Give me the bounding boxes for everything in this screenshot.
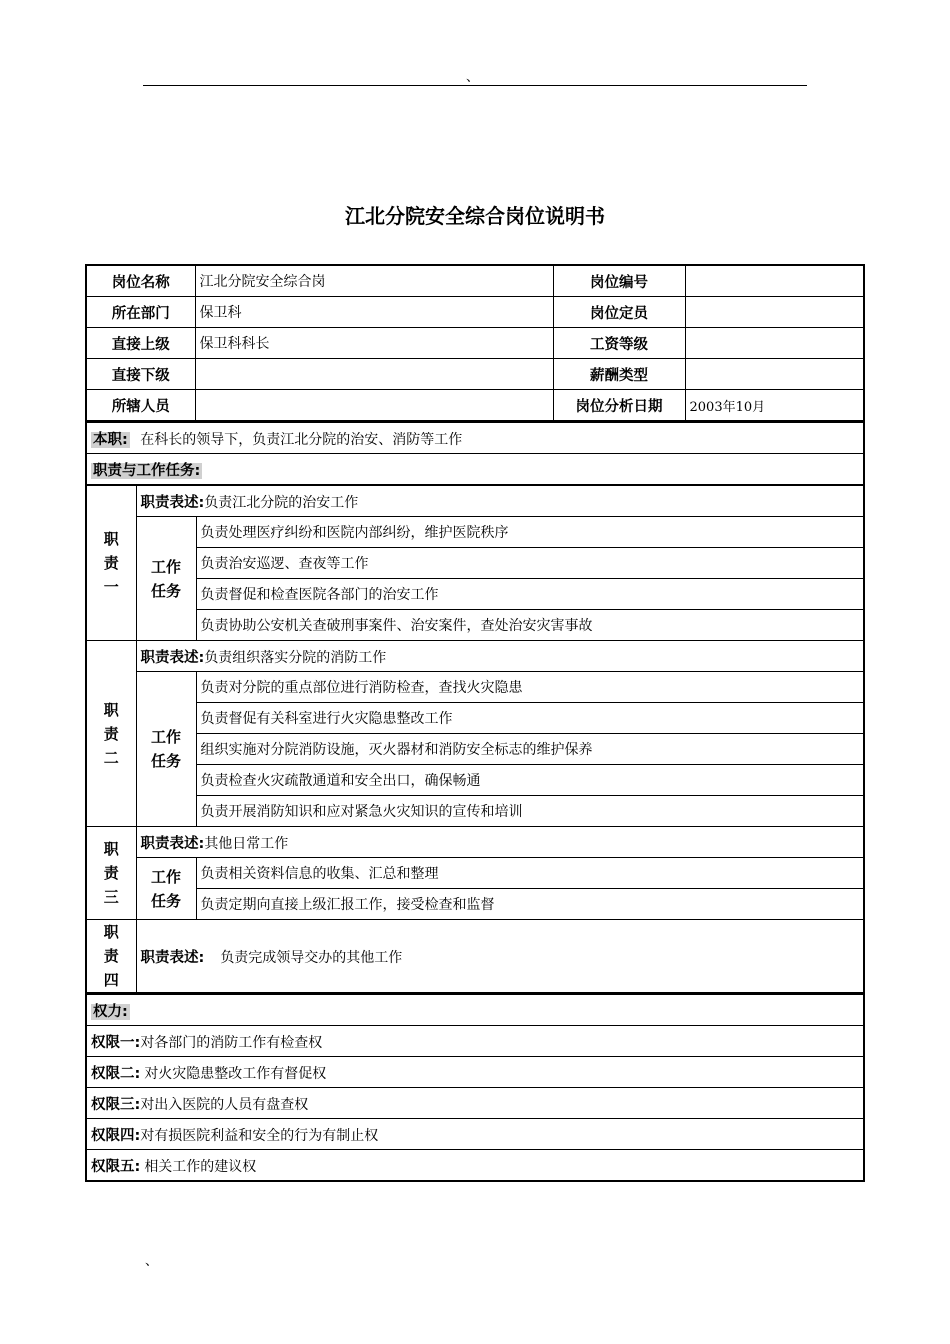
task-item: 负责定期向直接上级汇报工作，接受检查和监督 bbox=[196, 889, 863, 920]
main-duty-label: 本职: bbox=[93, 431, 128, 448]
label-headcount: 岗位定员 bbox=[553, 297, 685, 328]
task-item: 负责对分院的重点部位进行消防检查，查找火灾隐患 bbox=[196, 672, 863, 703]
label-department: 所在部门 bbox=[87, 297, 195, 328]
footer-mark: 、 bbox=[145, 1254, 159, 1269]
label-direct-superior: 直接上级 bbox=[87, 328, 195, 359]
header-mark: 、 bbox=[466, 70, 480, 85]
label-position-code: 岗位编号 bbox=[553, 266, 685, 297]
authority-heading-row bbox=[87, 994, 863, 1026]
authority-label: 权限二: bbox=[91, 1065, 141, 1082]
info-row bbox=[87, 297, 863, 328]
authority-text: 对出入医院的人员有盘查权 bbox=[140, 1096, 309, 1113]
duty-4-statement-row bbox=[87, 920, 863, 993]
value-direct-subordinate bbox=[195, 359, 553, 390]
statement-label: 职责表述: bbox=[140, 494, 205, 511]
value-position-name: 江北分院安全综合岗 bbox=[195, 266, 553, 297]
duty-2-task-label: 工作 任务 bbox=[136, 672, 196, 827]
statement-text: 其他日常工作 bbox=[204, 835, 289, 852]
authority-item bbox=[87, 1057, 863, 1088]
authority-text: 对各部门的消防工作有检查权 bbox=[140, 1034, 323, 1051]
authority-text: 对火灾隐患整改工作有督促权 bbox=[144, 1065, 327, 1082]
value-department: 保卫科 bbox=[195, 297, 553, 328]
duty-4-statement bbox=[136, 920, 863, 993]
duty-1-label: 职 责 一 bbox=[87, 486, 136, 641]
duties-table bbox=[87, 485, 863, 993]
authority-item bbox=[87, 1119, 863, 1150]
duty-4-label: 职 责 四 bbox=[87, 920, 136, 993]
task-item: 负责相关资料信息的收集、汇总和整理 bbox=[196, 858, 863, 889]
duty-3-task-label: 工作 任务 bbox=[136, 858, 196, 920]
label-analysis-date: 岗位分析日期 bbox=[553, 390, 685, 421]
duty-2-statement-row bbox=[87, 641, 863, 672]
value-direct-superior: 保卫科科长 bbox=[195, 328, 553, 359]
authority-item bbox=[87, 1026, 863, 1057]
header-rule bbox=[143, 85, 807, 86]
task-item: 负责督促和检查医院各部门的治安工作 bbox=[196, 579, 863, 610]
authority-label: 权限四: bbox=[91, 1127, 141, 1144]
label-pay-type: 薪酬类型 bbox=[553, 359, 685, 390]
value-headcount bbox=[685, 297, 863, 328]
info-row bbox=[87, 266, 863, 297]
main-duty-row bbox=[87, 422, 863, 454]
authority-heading: 权力: bbox=[93, 1003, 128, 1020]
info-row bbox=[87, 359, 863, 390]
info-row bbox=[87, 328, 863, 359]
statement-label: 职责表述: bbox=[140, 949, 205, 966]
authority-item bbox=[87, 1150, 863, 1181]
task-item: 负责协助公安机关查破刑事案件、治安案件，查处治安灾害事故 bbox=[196, 610, 863, 641]
authority-label: 权限三: bbox=[91, 1096, 141, 1113]
task-item: 负责处理医疗纠纷和医院内部纠纷，维护医院秩序 bbox=[196, 517, 863, 548]
authority-label: 权限一: bbox=[91, 1034, 141, 1051]
label-direct-subordinate: 直接下级 bbox=[87, 359, 195, 390]
statement-text: 负责完成领导交办的其他工作 bbox=[220, 949, 403, 966]
job-description-form bbox=[85, 264, 865, 1182]
task-item: 负责治安巡逻、查夜等工作 bbox=[196, 548, 863, 579]
task-item: 组织实施对分院消防设施，灭火器材和消防安全标志的维护保养 bbox=[196, 734, 863, 765]
task-item: 负责开展消防知识和应对紧急火灾知识的宣传和培训 bbox=[196, 796, 863, 827]
statement-label: 职责表述: bbox=[140, 835, 205, 852]
duty-2-statement bbox=[136, 641, 863, 672]
document-title: 江北分院安全综合岗位说明书 bbox=[345, 204, 605, 228]
duty-1-task-label: 工作 任务 bbox=[136, 517, 196, 641]
statement-label: 职责表述: bbox=[140, 649, 205, 666]
value-salary-grade bbox=[685, 328, 863, 359]
duty-2-label: 职 责 二 bbox=[87, 641, 136, 827]
duty-3-label: 职 责 三 bbox=[87, 827, 136, 920]
main-duty-table bbox=[87, 421, 863, 485]
authority-text: 对有损医院利益和安全的行为有制止权 bbox=[140, 1127, 379, 1144]
duty-3-statement-row bbox=[87, 827, 863, 858]
label-position-name: 岗位名称 bbox=[87, 266, 195, 297]
authority-label: 权限五: bbox=[91, 1158, 141, 1175]
duties-heading: 职责与工作任务: bbox=[93, 462, 201, 479]
value-pay-type bbox=[685, 359, 863, 390]
value-analysis-date: 2003年10月 bbox=[685, 390, 863, 421]
statement-text: 负责组织落实分院的消防工作 bbox=[204, 649, 387, 666]
label-salary-grade: 工资等级 bbox=[553, 328, 685, 359]
duty-3-statement bbox=[136, 827, 863, 858]
statement-text: 负责江北分院的治安工作 bbox=[204, 494, 359, 511]
duty-1-statement bbox=[136, 486, 863, 517]
duties-heading-row bbox=[87, 454, 863, 485]
authority-text: 相关工作的建议权 bbox=[144, 1158, 257, 1175]
authority-item bbox=[87, 1088, 863, 1119]
label-staff: 所辖人员 bbox=[87, 390, 195, 421]
value-position-code bbox=[685, 266, 863, 297]
main-duty-text: 在科长的领导下，负责江北分院的治安、消防等工作 bbox=[140, 431, 463, 448]
info-row bbox=[87, 390, 863, 421]
duty-1-statement-row bbox=[87, 486, 863, 517]
task-item: 负责督促有关科室进行火灾隐患整改工作 bbox=[196, 703, 863, 734]
value-staff bbox=[195, 390, 553, 421]
authority-table bbox=[87, 993, 863, 1180]
basic-info-table bbox=[87, 266, 863, 421]
task-item: 负责检查火灾疏散通道和安全出口，确保畅通 bbox=[196, 765, 863, 796]
